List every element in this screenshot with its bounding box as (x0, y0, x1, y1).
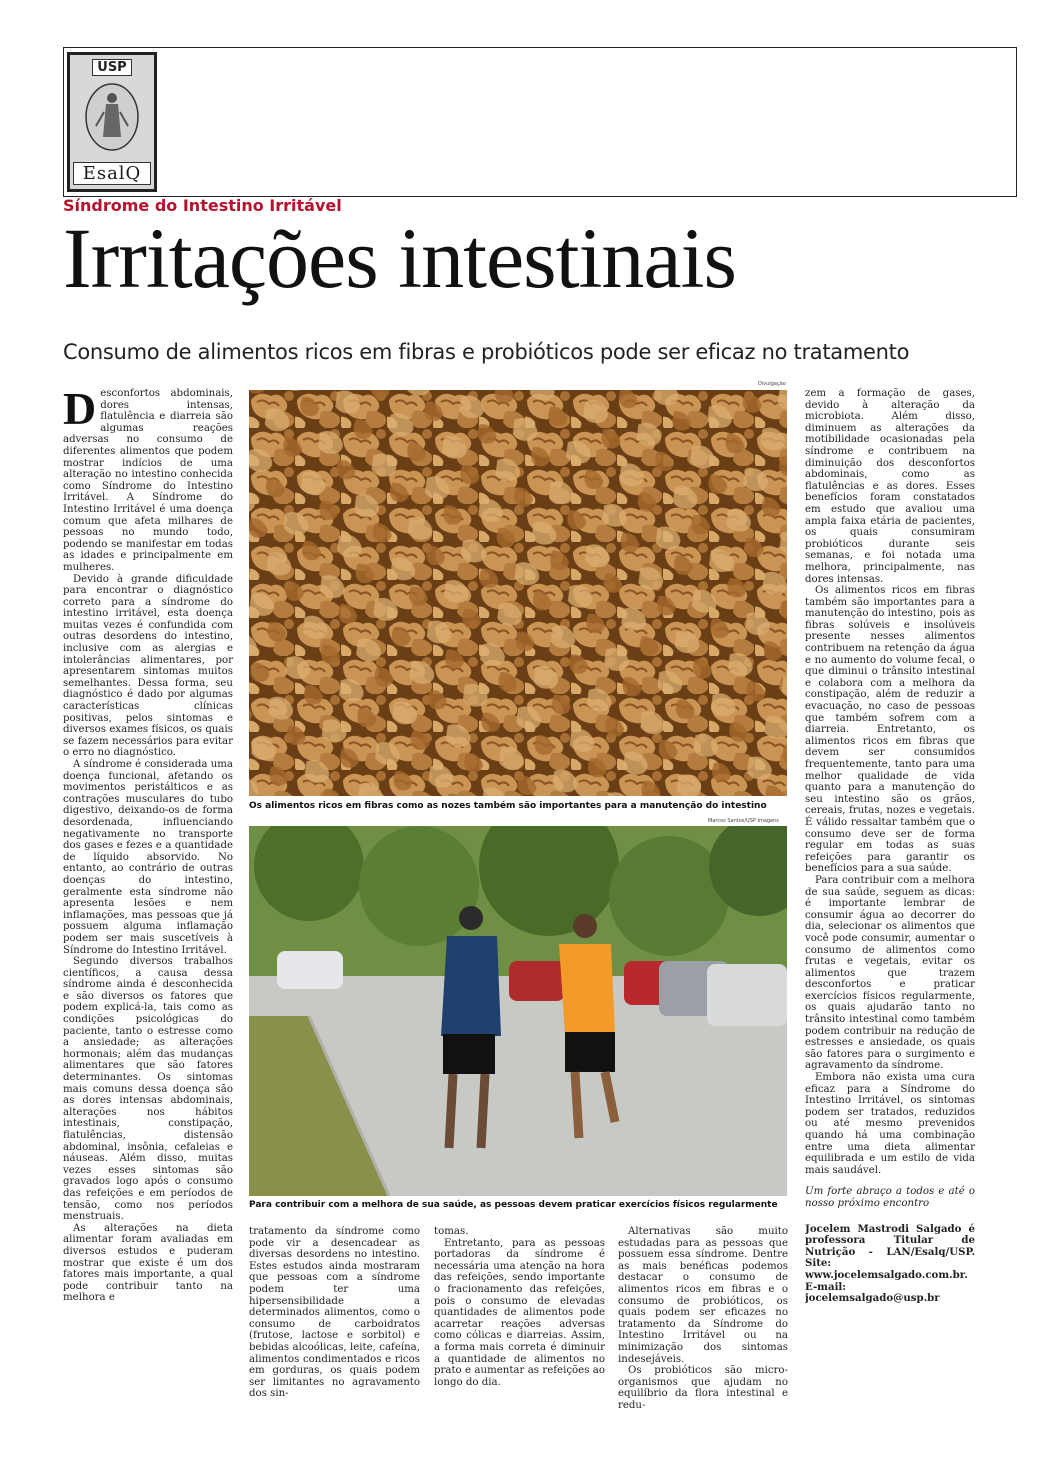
article-column-2 (249, 1226, 420, 1416)
header-box (63, 47, 1017, 197)
paragraph: Entretanto, para as pessoas portadoras da síndrome é necessária uma atenção na hora das refeições, sendo importante o fracionamento das refeições, pois o consumo de elevadas quantidades de alimentos pode acarretar reações adversas como cólicas e diarreias. Assim, a forma mais correta é diminuir a quantidade de alimentos no prato e aumentar as refeições ao longo do dia. (434, 1237, 605, 1388)
closing-line: Um forte abraço a todos e até o nosso próximo encontro (805, 1186, 975, 1209)
article-column-5 (805, 388, 975, 1416)
photo-caption: Os alimentos ricos em fibras como as nozes também são importantes para a manutenção do intestino (249, 801, 767, 811)
dropcap: D (63, 388, 97, 434)
logo-esalq-text: EsalQ (73, 162, 151, 185)
headline: Irritações intestinais (63, 210, 736, 306)
subheadline: Consumo de alimentos ricos em fibras e probióticos pode ser eficaz no tratamento (63, 340, 910, 364)
article-column-1 (63, 388, 233, 1413)
paragraph: Desconfortos abdominais, dores intensas, flatulência e diarreia são algumas reações adversas no consumo de diferentes alimentos que podem mostrar indícios de uma alteração no intestino conhecida como Síndrome do Intestino Irritável. A Síndrome do Intestino Irritável é uma doença comum que afeta milhares de pessoas no mundo todo, podendo se manifestar em todas as idades e principalmente em mulheres. (63, 388, 233, 573)
paragraph: Devido à grande dificuldade para encontrar o diagnóstico correto para a síndrome do intestino irritável, esta doença muitas vezes é confundida com outras desordens do intestino, inclusive com as alergias e intolerâncias alimentares, por apresentarem sintomas muitos semelhantes. Dessa forma, seu diagnóstico é dado por algumas características clínicas positivas, pelos sintomas e diversos exames físicos, os quais se fazem necessários para evitar o erro no diagnóstico. (63, 573, 233, 759)
paragraph: tomas. (434, 1226, 469, 1237)
paragraph: Alternativas são muito estudadas para as pessoas que possuem essa síndrome. Dentre as mais benéficas podemos destacar o consumo de alimentos ricos em fibras e o consumo de probióticos, os quais podem ser eficazes no tratamento da Síndrome do Intestino Irritável ou na minimização dos sintomas indesejáveis. (618, 1226, 788, 1365)
photo-credit: Marcos Santos/USP Imagens (708, 818, 779, 824)
esalq-logo (67, 52, 157, 192)
photo-caption: Para contribuir com a melhora de sua saúde, as pessoas devem praticar exercícios físicos regularmente (249, 1200, 778, 1210)
runners-photo (249, 826, 787, 1196)
photo-credit: Divulgação (758, 381, 786, 387)
paragraph: Embora não exista uma cura eficaz para a Síndrome do Intestino Irritável, os sintomas podem ser tratados, reduzidos ou até mesmo prevenidos quando há uma combinação entre uma dieta alimentar equilibrada e um estilo de vida mais saudável. (805, 1072, 975, 1176)
author-bio: Jocelem Mastrodi Salgado é professora Titular de Nutrição - LAN/Esalq/USP. Site: www.jocelemsalgado.com.br. E-mail: jocelemsalgado@usp.br (805, 1222, 975, 1305)
paragraph: Os probióticos são micro-organismos que ajudam no equilíbrio da flora intestinal e redu- (618, 1365, 788, 1411)
walnuts-photo (249, 390, 787, 796)
paragraph: tratamento da síndrome como pode vir a desencadear as diversas desordens no intestino. Estes estudos ainda mostraram que pessoas com a síndrome podem ter uma hipersensibilidade a determinados alimentos, como o consumo de carboidratos (frutose, lactose e sorbitol) e bebidas alcoólicas, leite, cafeína, alimentos condimentados e ricos em gorduras, os quais podem ser limitantes no agravamento dos sin- (249, 1226, 420, 1400)
emblem-icon (84, 82, 140, 152)
paragraph: As alterações na dieta alimentar foram avaliadas em diversos estudos e puderam mostrar que existe é um dos fatores mais importante, a qual pode contribuir tanto na melhora e (63, 1222, 233, 1304)
paragraph: zem a formação de gases, devido à alteração da microbiota. Além disso, diminuem as alterações da motibilidade ocasionadas pela síndrome e contribuem na diminuição dos desconfortos abdominais, como as flatulências e as dores. Esses benefícios foram constatados em estudo que avaliou uma ampla faixa etária de pacientes, os quais consumiram probióticos durante seis semanas, e foi notada uma melhora, principalmente, nas dores intensas. (805, 388, 975, 585)
paragraph: A síndrome é considerada uma doença funcional, afetando os movimentos peristálticos e as contrações musculares do tubo digestivo, deixando-os de forma desordenada, influenciando negativamente no transporte dos gases e fezes e a quantidade de líquido absorvido. No entanto, ao contrário de outras doenças do intestino, geralmente esta síndrome não apresenta lesões e nem inflamações, mas pessoas que já possuem alguma inflamação podem ser mais suscetíveis à Síndrome do Intestino Irritável. (63, 759, 233, 956)
paragraph: Para contribuir com a melhora de sua saúde, seguem as dicas: é importante lembrar de consumir água ao decorrer do dia, selecionar os alimentos que você pode consumir, aumentar o consumo de alimentos como frutas e vegetais, evitar os alimentos que trazem desconfortos e praticar exercícios físicos regularmente, os quais ajudarão tanto no trânsito intestinal como também podem contribuir na redução de estresses e ansiedade, os quais são fatores para o surgimento e agravamento da síndrome. (805, 874, 975, 1072)
paragraph: Segundo diversos trabalhos científicos, a causa dessa síndrome ainda é desconhecida e são diversos os fatores que podem explicá-la, tais como as condições psicológicas do paciente, tanto o estresse como a ansiedade; as alterações hormonais; além das mudanças alimentares que são fatores determinantes. Os sintomas mais comuns dessa doença são as dores intensas abdominais, alterações nos hábitos intestinais, constipação, flatulências, distensão abdominal, insônia, cefaleias e náuseas. Além disso, muitas vezes esses sintomas são gravados logo após o consumo das refeições e em períodos de tensão, como nos períodos menstruais. (63, 956, 233, 1223)
logo-usp-text: USP (92, 59, 131, 76)
paragraph: Os alimentos ricos em fibras também são importantes para a manutenção do intestino, pois as fibras solúveis e insolúveis presente nesses alimentos contribuem na retenção da água e no aumento do volume fecal, o que diminui o trânsito intestinal e colabora com a melhora da constipação, além de reduzir a evacuação, no caso de pessoas que também sofrem com a diarreia. Entretanto, os alimentos ricos em fibras que devem ser consumidos frequentemente, tanto para uma melhor qualidade de vida quanto para a manutenção do seu intestino são os grãos, cereais, frutas, nozes e vegetais. É válido ressaltar também que o consumo deve ser de forma regular em todas as suas refeições para garantir os benefícios para a sua saúde. (805, 585, 975, 875)
article-column-4 (618, 1226, 788, 1416)
article-column-3 (434, 1226, 605, 1416)
section-kicker: Síndrome do Intestino Irritável (63, 196, 342, 215)
